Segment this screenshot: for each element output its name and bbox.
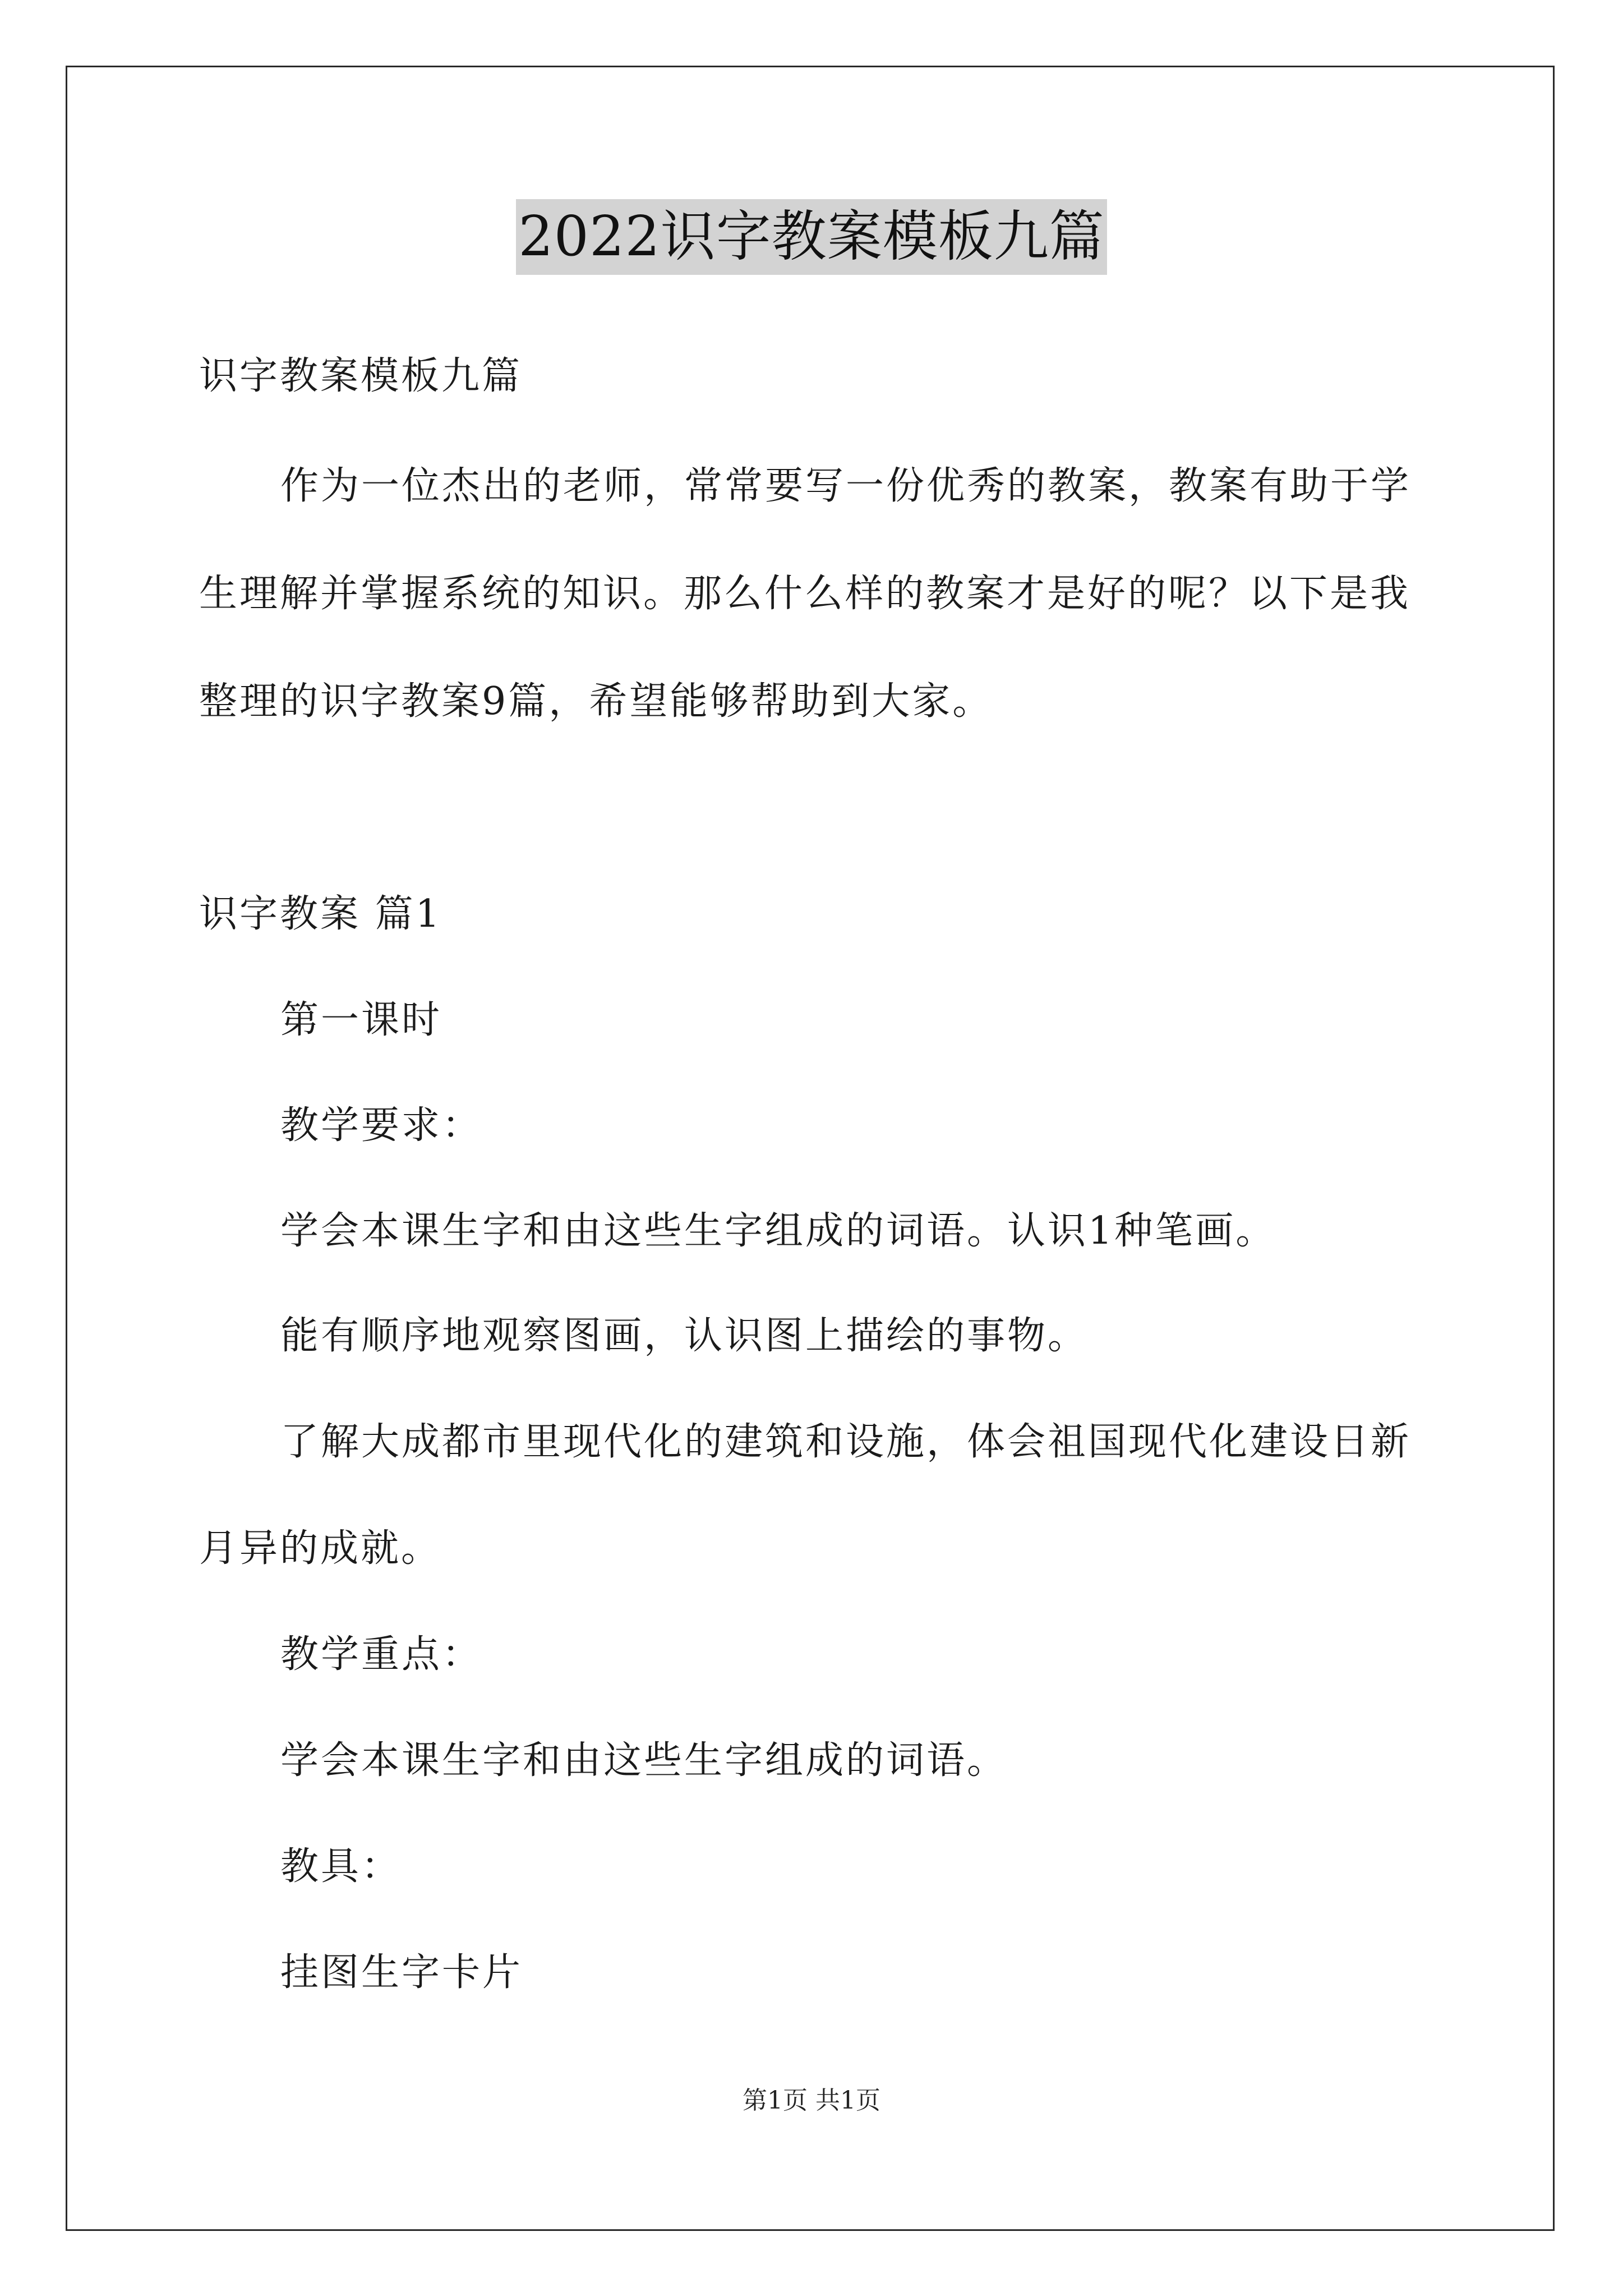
page-footer: 第1页 共1页 (743, 2086, 880, 2115)
intro-line-2: 生理解并掌握系统的知识。那么什么样的教案才是好的呢？以下是我 (199, 572, 1411, 616)
document-title: 2022识字教案模板九篇 (516, 199, 1106, 275)
key-points-heading: 教学重点： (280, 1632, 483, 1677)
requirement-3-line-1: 了解大成都市里现代化的建筑和设施，体会祖国现代化建设日新 (280, 1420, 1412, 1464)
title-container (0, 199, 1623, 275)
section-heading: 识字教案 篇1 (199, 892, 442, 936)
requirement-2: 能有顺序地观察图画，认识图上描绘的事物。 (280, 1314, 1089, 1358)
intro-line-3: 整理的识字教案9篇，希望能够帮助到大家。 (199, 679, 993, 724)
requirement-3-line-2: 月异的成就。 (199, 1526, 442, 1571)
intro-line-1: 作为一位杰出的老师，常常要写一份优秀的教案，教案有助于学 (280, 464, 1412, 508)
key-point-1: 学会本课生字和由这些生字组成的词语。 (280, 1738, 1008, 1783)
tools-list: 挂图生字卡片 (280, 1950, 523, 1995)
requirement-1: 学会本课生字和由这些生字组成的词语。认识1种笔画。 (280, 1209, 1276, 1253)
document-subtitle: 识字教案模板九篇 (199, 354, 523, 398)
tools-heading: 教具： (280, 1844, 402, 1889)
lesson-period: 第一课时 (280, 998, 442, 1042)
requirements-heading: 教学要求： (280, 1103, 483, 1148)
